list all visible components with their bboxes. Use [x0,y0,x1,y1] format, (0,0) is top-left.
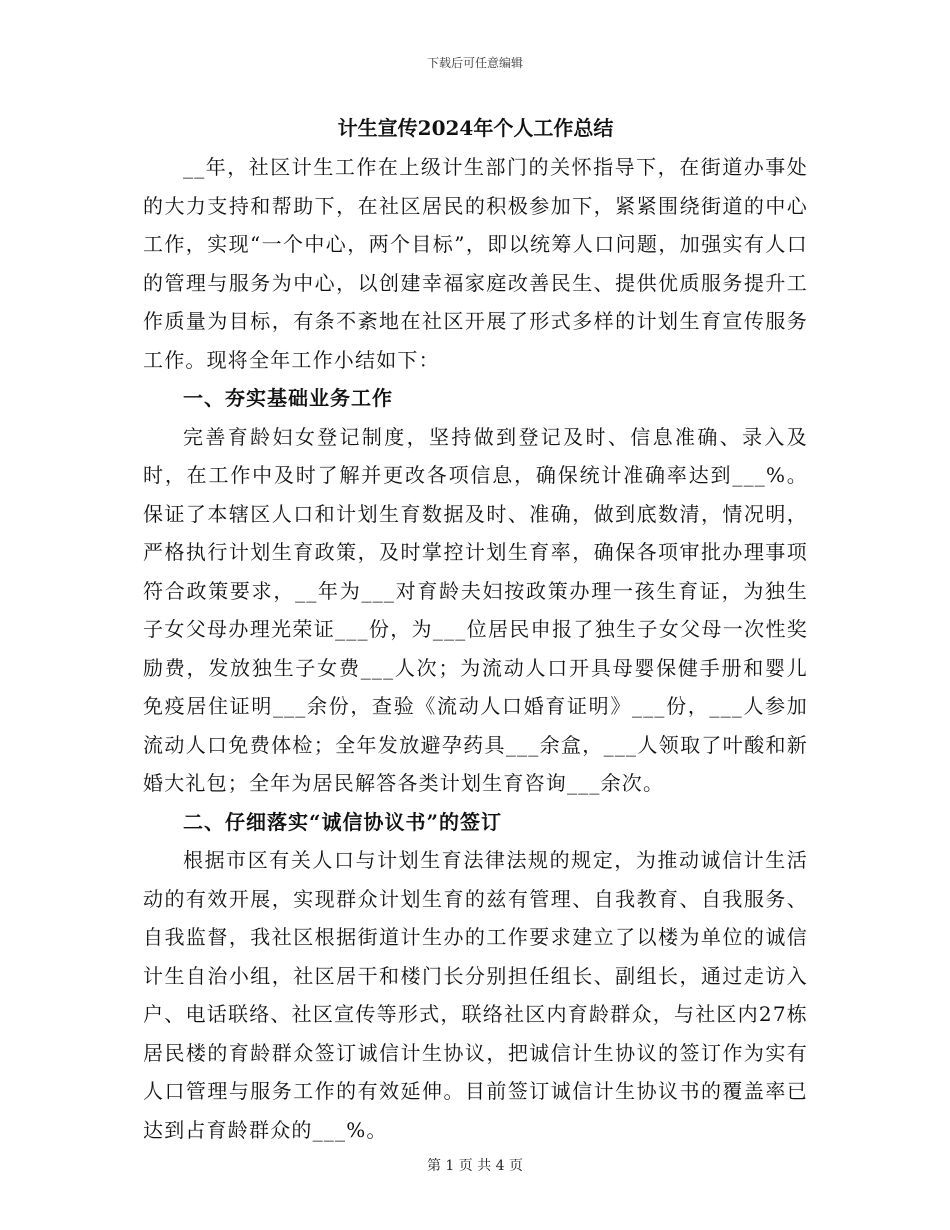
section-1-body: 完善育龄妇女登记制度，坚持做到登记及时、信息准确、录入及时，在工作中及时了解并更改各项信息，确保统计准确率达到___%。保证了本辖区人口和计划生育数据及时、准确，做到底数清，情况明，严格执行计划生育政策，及时掌控计划生育率，确保各项审批办理事项符合政策要求，__年为___对育龄夫妇按政策办理一孩生育证，为独生子女父母办理光荣证___份，为___位居民申报了独生子女父母一次性奖励费，发放独生子女费___人次；为流动人口开具母婴保健手册和婴儿免疫居住证明___余份，查验《流动人口婚育证明》___份，___人参加流动人口免费体检；全年发放避孕药具___余盒，___人领取了叶酸和新婚大礼包；全年为居民解答各类计划生育咨询___余次。 [143,424,808,795]
page-footer: 第 1 页 共 4 页 [426,1158,524,1174]
intro-paragraph: __年，社区计生工作在上级计生部门的关怀指导下，在街道办事处的大力支持和帮助下，在社区居民的积极参加下，紧紧围绕街道的中心工作，实现“一个中心，两个目标”，即以统筹人口问题，加强实有人口的管理与服务为中心，以创建幸福家庭改善民生、提供优质服务提升工作质量为目标，有条不紊地在社区开展了形式多样的计划生育宣传服务工作。现将全年工作小结如下： [143,155,808,372]
section-1-heading: 一、夯实基础业务工作 [183,386,393,410]
document-title: 计生宣传2024年个人工作总结 [337,116,614,140]
section-2-heading: 二、仔细落实“诚信协议书”的签订 [183,809,503,834]
section-2-body: 根据市区有关人口与计划生育法律法规的规定，为推动诚信计生活动的有效开展，实现群众计划生育的兹有管理、自我教育、自我服务、自我监督，我社区根据街道计生办的工作要求建立了以楼为单位的诚信计生自治小组，社区居干和楼门长分别担任组长、副组长，通过走访入户、电话联络、社区宣传等形式，联络社区内育龄群众，与社区内27栋居民楼的育龄群众签订诚信计生协议，把诚信计生协议的签订作为实有人口管理与服务工作的有效延伸。目前签订诚信计生协议书的覆盖率已达到占育龄群众的___%。 [143,848,808,1142]
header-note: 下载后可任意编辑 [426,56,523,70]
document-body [143,108,808,1149]
